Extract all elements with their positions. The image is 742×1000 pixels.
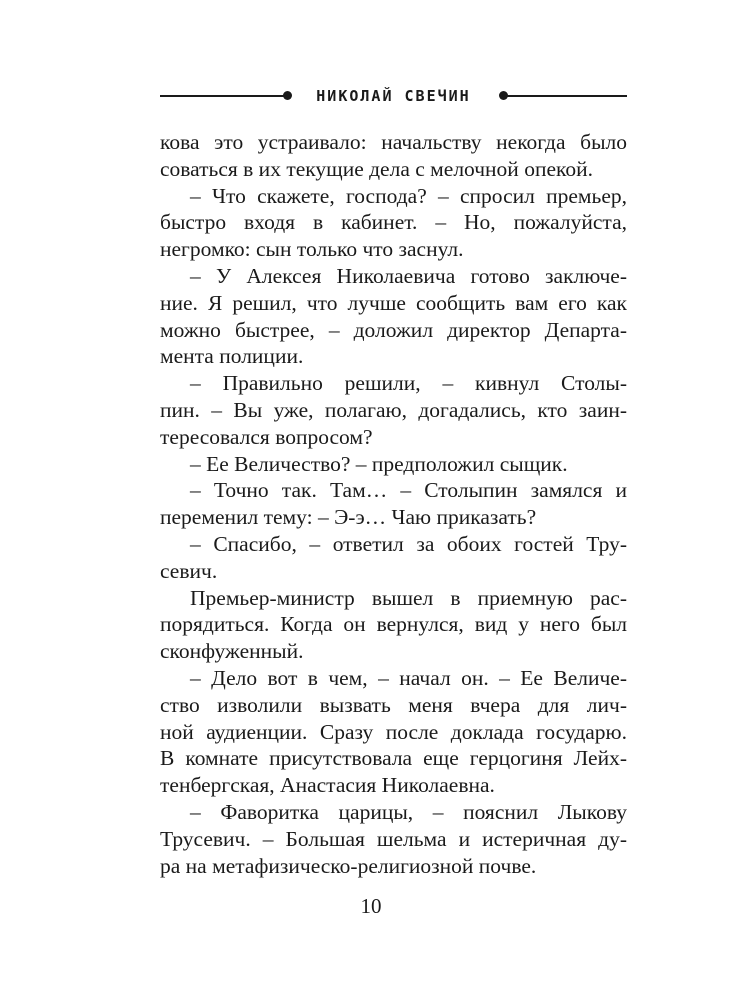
text-line: Трусевич. – Большая шельма и истеричная ду-: [160, 826, 627, 851]
text-line: ство изволили вызвать меня вчера для лич-: [160, 692, 627, 717]
text-line: – У Алексея Николаевича готово заключе-: [190, 263, 627, 288]
text-line: Премьер-министр вышел в приемную рас-: [190, 585, 627, 610]
running-header: [160, 84, 627, 108]
text-line: – Точно так. Там… – Столыпин замялся и: [190, 478, 627, 503]
text-line: быстро входя в кабинет. – Но, пожалуйста,: [160, 210, 627, 235]
text-line: – Спасибо, – ответил за обоих гостей Тру-: [190, 531, 627, 556]
text-line: мента полиции.: [160, 344, 304, 369]
header-rule-right: [504, 95, 627, 97]
text-line: – Что скажете, господа? – спросил премьер,: [190, 183, 627, 208]
page-number: 10: [360, 894, 382, 918]
text-line: ние. Я решил, что лучше сообщить вам его как: [160, 290, 627, 315]
text-line: порядиться. Когда он вернулся, вид у него был: [160, 612, 627, 637]
text-line: тересовался вопросом?: [160, 424, 373, 449]
text-line: ра на метафизическо-религиозной почве.: [160, 853, 537, 878]
text-line: – Ее Величество? – предположил сыщик.: [190, 451, 568, 476]
text-line: – Дело вот в чем, – начал он. – Ее Величе-: [190, 665, 627, 690]
text-line: В комнате присутствовала еще герцогиня Лейх-: [160, 746, 627, 771]
text-line: соваться в их текущие дела с мелочной опекой.: [160, 156, 593, 181]
text-line: негромко: сын только что заснул.: [160, 237, 464, 262]
text-line: пин. – Вы уже, полагаю, догадались, кто заин-: [160, 397, 627, 422]
text-line: сконфуженный.: [160, 639, 304, 664]
text-line: – Правильно решили, – кивнул Столы-: [190, 371, 627, 396]
text-line: ной аудиенции. Сразу после доклада государю.: [160, 719, 627, 744]
text-line: севич.: [160, 558, 218, 583]
page-body-text: [160, 129, 627, 879]
text-line: переменил тему: – Э-э… Чаю приказать?: [160, 505, 537, 530]
text-line: – Фаворитка царицы, – пояснил Лыкову: [190, 799, 627, 824]
text-line: тенбергская, Анастасия Николаевна.: [160, 773, 495, 798]
text-line: можно быстрее, – доложил директор Департа-: [160, 317, 627, 342]
text-line: кова это устраивало: начальству некогда было: [160, 130, 627, 154]
header-author: НИКОЛАЙ СВЕЧИН: [316, 87, 471, 105]
